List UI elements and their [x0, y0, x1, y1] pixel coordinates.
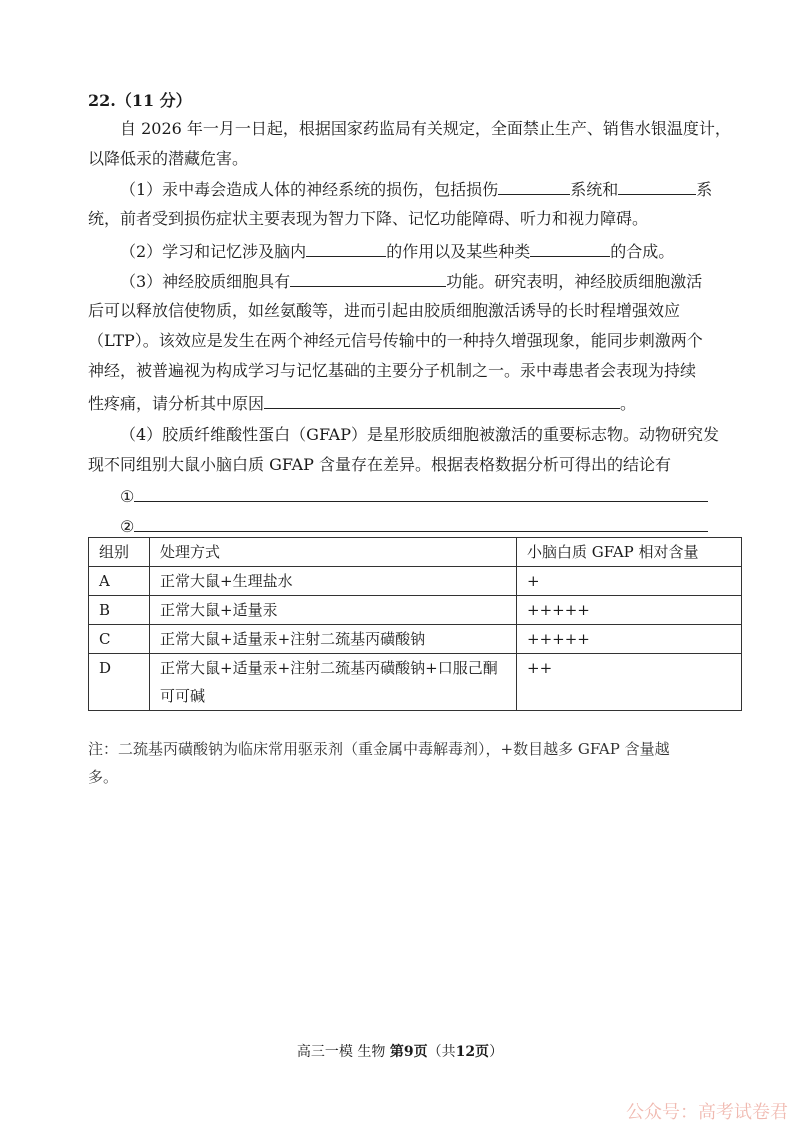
- table-header-row: [89, 538, 742, 567]
- cell-treatment: 正常大鼠+生理盐水: [150, 567, 517, 596]
- part-1-line-2: 统，前者受到损伤症状主要表现为智力下降、记忆功能障碍、听力和视力障碍。: [88, 209, 649, 228]
- answer-blank[interactable]: [134, 515, 708, 532]
- cell-treatment-line-1: 正常大鼠+适量汞+注射二巯基丙磺酸钠+口服己酮: [160, 659, 498, 677]
- part-2-text-b: 的作用以及某些种类: [386, 242, 531, 261]
- part-3-text-g: 。: [620, 394, 637, 413]
- cell-level: ++: [517, 654, 742, 711]
- answer-blank[interactable]: [530, 240, 610, 257]
- table-row: [89, 654, 742, 711]
- watermark: 公众号：高考试卷君: [626, 1102, 788, 1123]
- part-3-line-2: 后可以释放信使物质，如丝氨酸等，进而引起由胶质细胞激活诱导的长时程增强效应: [88, 301, 681, 320]
- cell-treatment: [150, 654, 517, 711]
- footer-page: 第9页: [389, 1044, 428, 1060]
- intro-line-1: 自 2026 年一月一日起，根据国家药监局有关规定，全面禁止生产、销售水银温度计，: [120, 119, 731, 138]
- cell-level: +: [517, 567, 742, 596]
- footer-total: 12页: [455, 1044, 490, 1060]
- part-1-text-b: 系统和: [570, 180, 619, 199]
- part-3-line-4: 神经，被普遍视为构成学习与记忆基础的主要分子机制之一。汞中毒患者会表现为持续: [88, 361, 697, 380]
- part-1-line-1: [120, 178, 712, 201]
- header-treatment: 处理方式: [150, 538, 517, 567]
- answer-marker-1: ①: [120, 487, 135, 506]
- answer-blank[interactable]: [306, 240, 386, 257]
- answer-blank[interactable]: [498, 178, 570, 195]
- part-4-line-1: （4）胶质纤维酸性蛋白（GFAP）是星形胶质细胞被激活的重要标志物。动物研究发: [120, 425, 719, 444]
- intro-line-2: 以降低汞的潜藏危害。: [88, 149, 249, 168]
- table-note: [88, 735, 748, 791]
- cell-treatment: 正常大鼠+适量汞+注射二巯基丙磺酸钠: [150, 625, 517, 654]
- answer-blank[interactable]: [618, 178, 696, 195]
- cell-group: B: [89, 596, 150, 625]
- part-3-text-f: 性疼痛，请分析其中原因: [88, 394, 265, 413]
- footer-open: （共: [427, 1044, 456, 1060]
- page-footer: [0, 1041, 800, 1061]
- header-group: 组别: [89, 538, 150, 567]
- footer-close: ）: [489, 1044, 504, 1060]
- note-line-2: 多。: [88, 768, 119, 786]
- part-1-text-c: 系: [696, 180, 713, 199]
- part-3-line-5: [88, 392, 636, 415]
- answer-blank[interactable]: [264, 392, 620, 409]
- part-3-line-1: [120, 270, 702, 293]
- cell-treatment: 正常大鼠+适量汞: [150, 596, 517, 625]
- table-row: [89, 567, 742, 596]
- gfap-table: [88, 537, 742, 711]
- footer-prefix: 高三一模 生物: [296, 1044, 390, 1060]
- table-row: [89, 625, 742, 654]
- answer-line-1: [120, 485, 708, 508]
- part-2-line: [120, 240, 674, 263]
- question-title: 22.（11 分）: [88, 91, 192, 110]
- cell-group: A: [89, 567, 150, 596]
- cell-group: D: [89, 654, 150, 711]
- cell-level: +++++: [517, 596, 742, 625]
- cell-treatment-line-2: 可可碱: [160, 687, 206, 705]
- note-line-1: 注：二巯基丙磺酸钠为临床常用驱汞剂（重金属中毒解毒剂），+数目越多 GFAP 含量越: [88, 740, 670, 758]
- cell-group: C: [89, 625, 150, 654]
- answer-blank[interactable]: [290, 270, 446, 287]
- table-row: [89, 596, 742, 625]
- part-3-line-3: （LTP）。该效应是发生在两个神经元信号传输中的一种持久增强现象，能同步刺激两个: [88, 331, 703, 350]
- header-gfap: 小脑白质 GFAP 相对含量: [517, 538, 742, 567]
- answer-marker-2: ②: [120, 517, 135, 536]
- part-4-line-2: 现不同组别大鼠小脑白质 GFAP 含量存在差异。根据表格数据分析可得出的结论有: [88, 455, 671, 474]
- answer-blank[interactable]: [134, 485, 708, 502]
- part-3-text-b: 功能。研究表明，神经胶质细胞激活: [446, 272, 703, 291]
- part-3-text-a: （3）神经胶质细胞具有: [120, 272, 291, 291]
- part-1-text-a: （1）汞中毒会造成人体的神经系统的损伤，包括损伤: [120, 180, 499, 199]
- answer-line-2: [120, 515, 708, 538]
- part-2-text-a: （2）学习和记忆涉及脑内: [120, 242, 307, 261]
- cell-level: +++++: [517, 625, 742, 654]
- part-2-text-c: 的合成。: [610, 242, 675, 261]
